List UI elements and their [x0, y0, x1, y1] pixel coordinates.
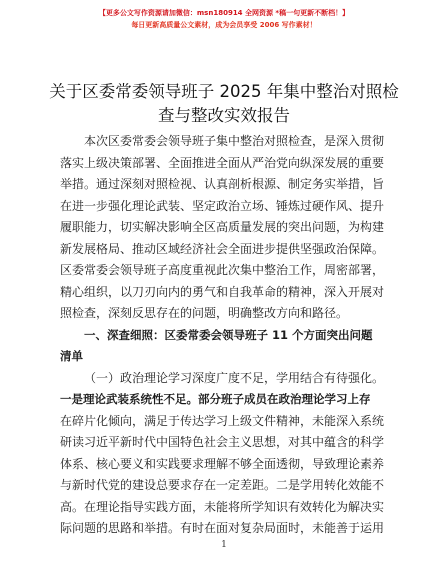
document-title	[40, 80, 408, 128]
body-line: 在进一步强化理论武装、坚定政治立场、锤炼过硬作风、提升	[60, 198, 385, 213]
body-line: 研读习近平新时代中国特色社会主义思想，对其中蕴含的科学	[60, 435, 385, 449]
body-line: 落实上级决策部署、全面推进全面从严治党向纵深发展的重要	[60, 155, 385, 170]
body-line: 履职能力，切实解决影响全区高质量发展的突出问题，为构建	[60, 220, 385, 234]
body-line: 际问题的思路和举措。有时在面对复杂局面时，未能善于运用	[60, 521, 385, 535]
body-line: 照检查，深刻反思存在的问题，明确整改方向和路径。	[60, 306, 349, 320]
body-line: 与新时代党的建设总要求存在一定差距。二是学用转化效能不	[60, 478, 385, 492]
section-heading-cont: 清单	[60, 349, 83, 363]
body-line: 新发展格局、推动区域经济社会全面进步提供坚强政治保障。	[60, 241, 385, 256]
body-line: 举措。通过深刻对照检视、认真剖析根源、制定务实举措，旨	[60, 177, 385, 191]
body-line: 高。在理论指导实践方面，未能将所学知识有效转化为解决实	[60, 499, 385, 514]
subsection-heading: （一）政治理论学习深度广度不足，学用结合有待强化。	[84, 370, 385, 385]
banner-line-1: 【更多公文写作资源请加微信：msn180914 全网资源 *稿一句更新不断档！】	[98, 9, 350, 17]
section-heading: 一、深查细照：区委常委会领导班子 11 个方面突出问题	[84, 327, 373, 342]
page-number: 1	[221, 540, 227, 550]
body-line: 在碎片化倾向，满足于传达学习上级文件精神，未能深入系统	[60, 413, 385, 428]
header-banner	[40, 7, 408, 41]
body-line: 区委常委会领导班子高度重视此次集中整治工作，周密部署，	[60, 263, 385, 277]
body-line: 本次区委常委会领导班子集中整治对照检查，是深入贯彻	[84, 134, 385, 148]
banner-line-2: 每日更新高质量公文素材，成为会员享受 2006 写作素材！	[131, 21, 317, 29]
body-line-bold: 一是理论武装系统性不足。部分班子成员在政治理论学习上存	[60, 392, 371, 406]
body-line: 精心组织，以刀刃向内的勇气和自我革命的精神，深入开展对	[60, 284, 385, 299]
body-line: 体系、核心要义和实践要求理解不够全面透彻，导致理论素养	[60, 456, 385, 471]
document-body	[60, 131, 396, 540]
title-line-1: 关于区委常委领导班子 2025 年集中整治对照检	[49, 82, 399, 101]
title-line-2: 查与整改实效报告	[158, 106, 290, 125]
